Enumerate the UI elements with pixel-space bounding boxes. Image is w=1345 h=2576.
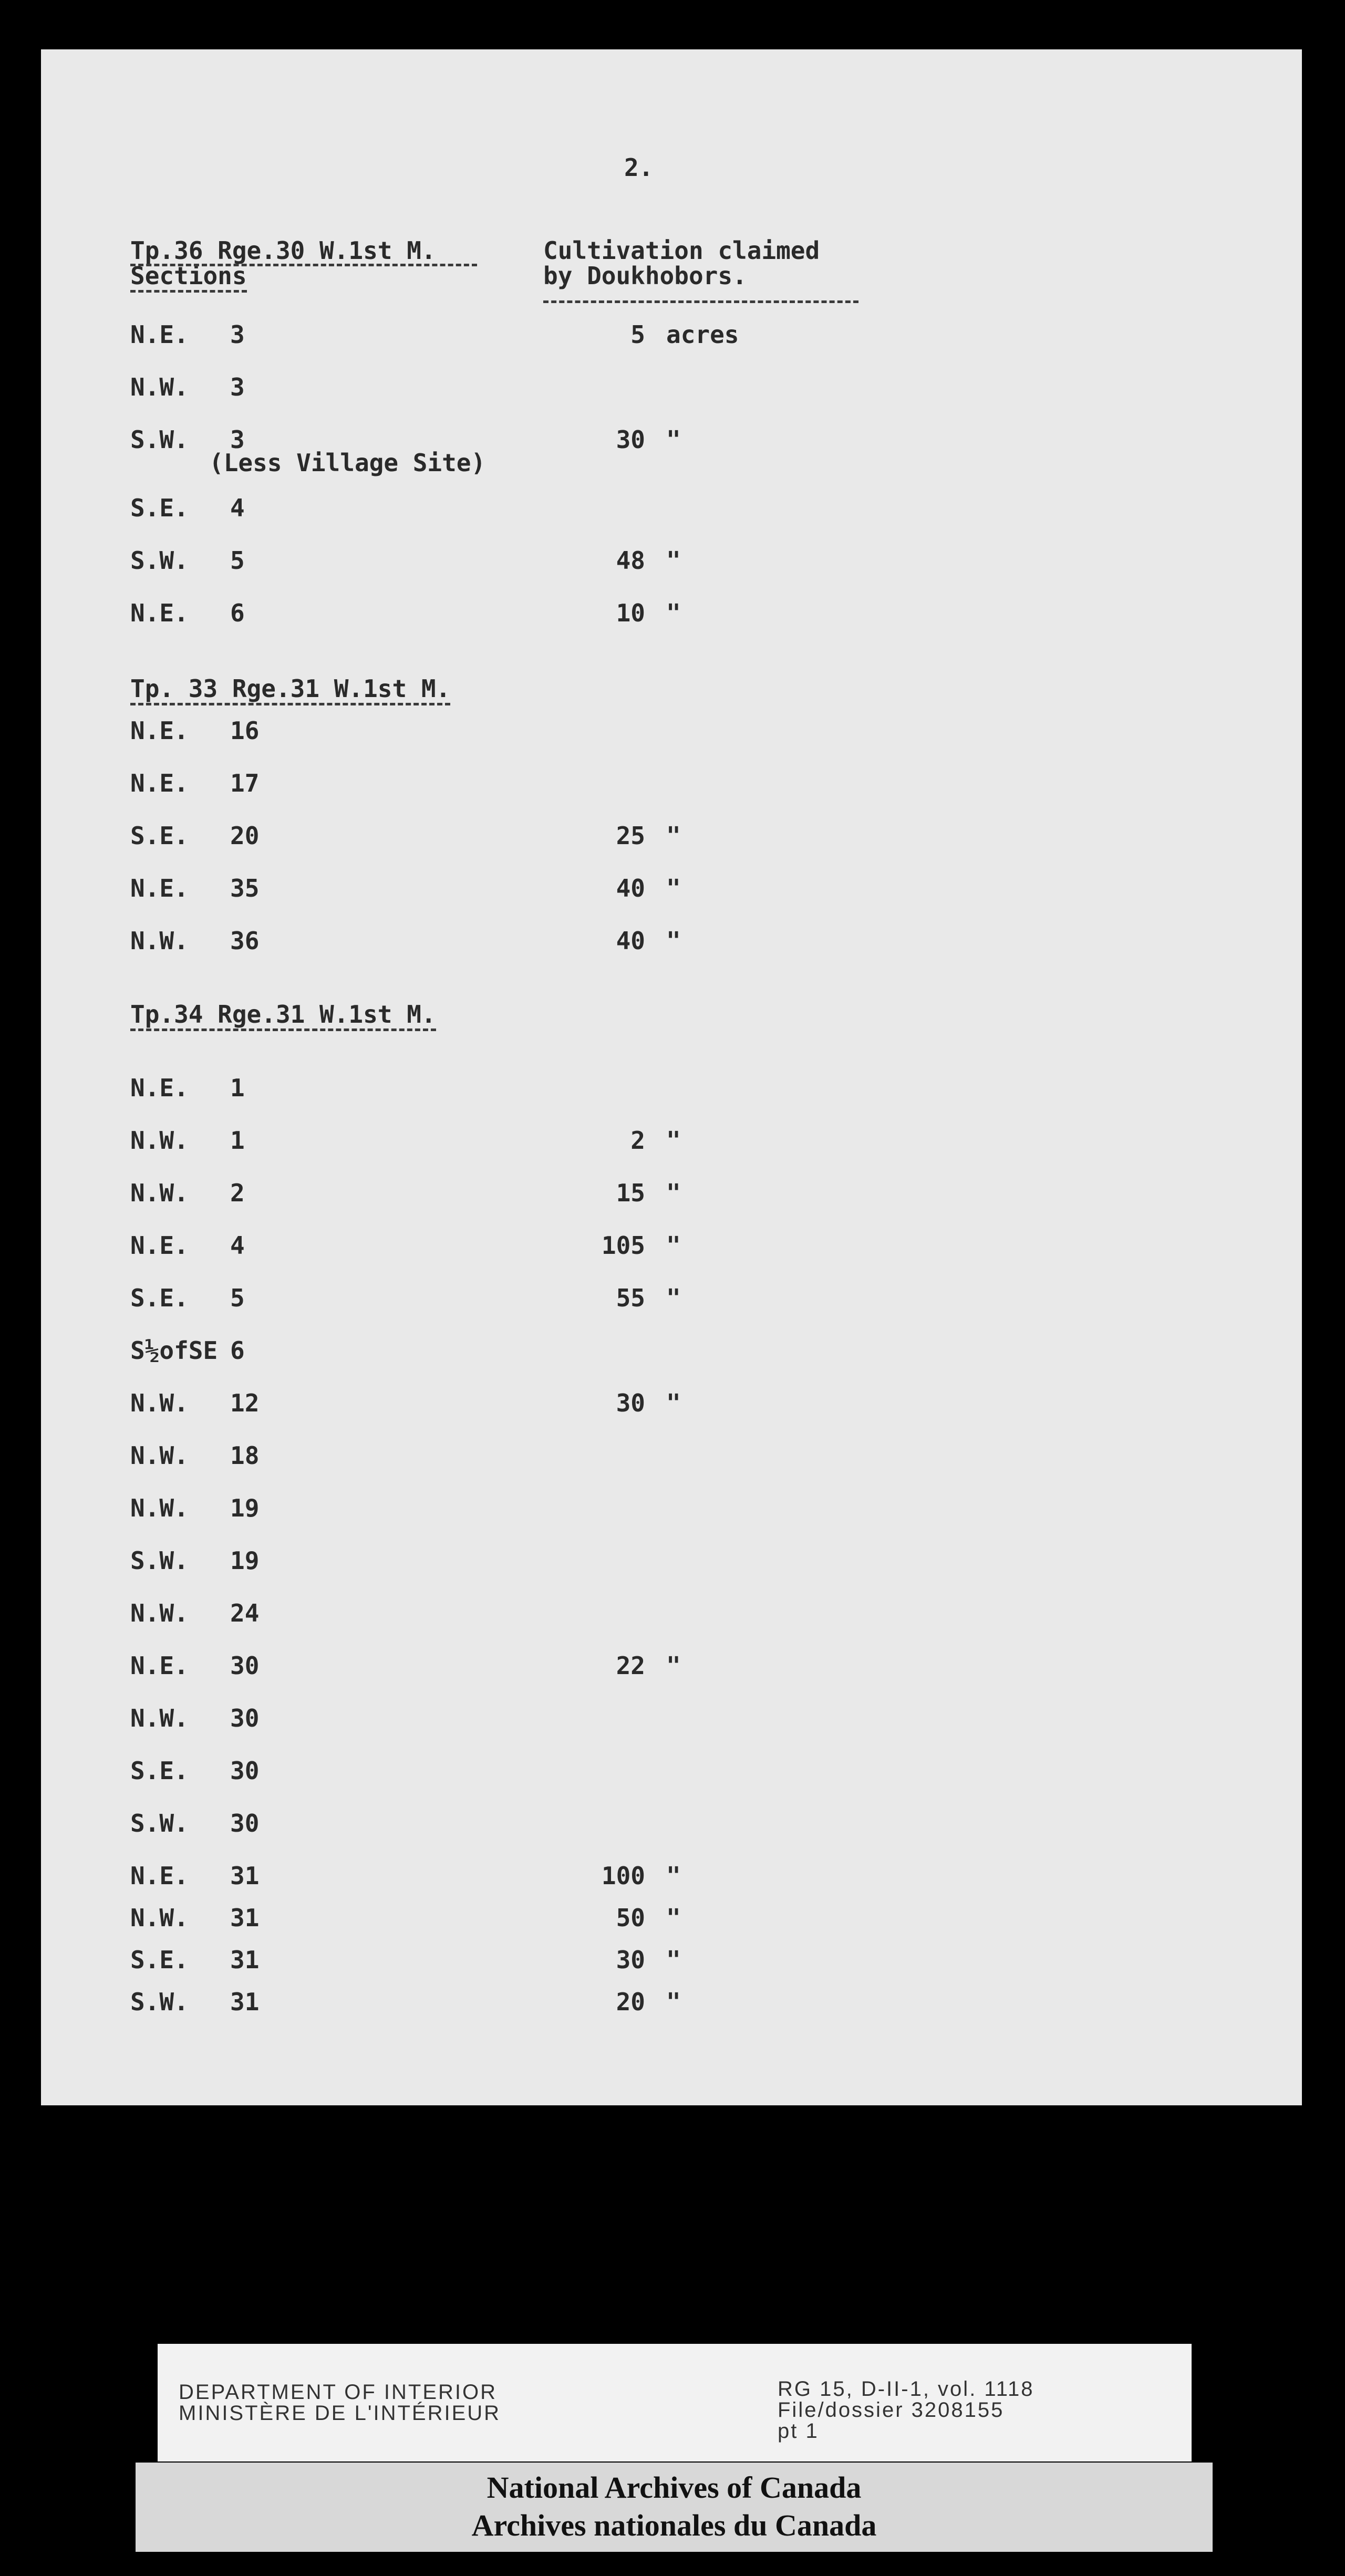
- archives-en: National Archives of Canada: [487, 2470, 862, 2505]
- row-unit: ": [666, 1389, 681, 1417]
- cultivation-header-2: by Doukhobors.: [543, 262, 747, 290]
- row-num: 1: [230, 1074, 245, 1102]
- row-sect: N.E.: [130, 1231, 189, 1260]
- row-sect: N.W.: [130, 1704, 189, 1732]
- row-sect: S.W.: [130, 546, 189, 575]
- row-num: 3: [230, 373, 245, 401]
- row-sect: N.W.: [130, 1389, 189, 1417]
- row-val: 48: [616, 546, 645, 575]
- row-num: 19: [230, 1494, 260, 1522]
- row-unit: ": [666, 1651, 681, 1680]
- row-sect: N.W.: [130, 1599, 189, 1627]
- row-val: 105: [601, 1231, 645, 1260]
- row-num: 30: [230, 1651, 260, 1680]
- row-sect: N.E.: [130, 599, 189, 627]
- row-num: 24: [230, 1599, 260, 1627]
- row-sect: N.W.: [130, 1494, 189, 1522]
- row-val: 30: [616, 1946, 645, 1974]
- row-unit: ": [666, 1231, 681, 1260]
- township-underline: [130, 237, 477, 266]
- village-site-note: (Less Village Site): [209, 449, 486, 477]
- row-num: 19: [230, 1546, 260, 1575]
- archives-label: [136, 2463, 1213, 2552]
- row-num: 30: [230, 1809, 260, 1837]
- row-num: 2: [230, 1179, 245, 1207]
- row-sect: S.E.: [130, 1757, 189, 1785]
- row-val: 2: [630, 1126, 645, 1155]
- row-num: 30: [230, 1757, 260, 1785]
- row-sect: N.E.: [130, 1862, 189, 1890]
- row-sect: S½ofSE: [130, 1336, 218, 1365]
- row-num: 5: [230, 546, 245, 575]
- ref-line2: File/dossier 3208155: [778, 2398, 1005, 2422]
- row-num: 36: [230, 927, 260, 955]
- dept-en: DEPARTMENT OF INTERIOR: [179, 2381, 498, 2404]
- row-sect: N.E.: [130, 320, 189, 349]
- row-sect: S.E.: [130, 1946, 189, 1974]
- cultivation-header: Cultivation claimed: [543, 236, 820, 265]
- row-num: 31: [230, 1988, 260, 2016]
- township-header: Tp.36 Rge.30 W.1st M.: [130, 236, 436, 265]
- dept-fr: MINISTÈRE DE L'INTÉRIEUR: [179, 2402, 501, 2425]
- row-unit: ": [666, 1988, 681, 2016]
- row-num: 30: [230, 1704, 260, 1732]
- row-sect: S.W.: [130, 1988, 189, 2016]
- row-num: 31: [230, 1946, 260, 1974]
- row-unit: ": [666, 1284, 681, 1312]
- row-sect: S.E.: [130, 1284, 189, 1312]
- row-unit: ": [666, 822, 681, 850]
- row-val: 30: [616, 425, 645, 454]
- row-val: 5: [630, 320, 645, 349]
- row-sect: N.W.: [130, 1441, 189, 1470]
- row-val: 22: [616, 1651, 645, 1680]
- ref-line1: RG 15, D-II-1, vol. 1118: [778, 2377, 1034, 2401]
- sections-header: Sections: [130, 263, 247, 293]
- row-num: 12: [230, 1389, 260, 1417]
- row-unit: ": [666, 546, 681, 575]
- row-val: 100: [601, 1862, 645, 1890]
- archives-fr: Archives nationales du Canada: [471, 2508, 877, 2542]
- row-val: 40: [616, 927, 645, 955]
- row-unit: ": [666, 874, 681, 902]
- archive-reference-label: [158, 2344, 1192, 2461]
- row-sect: S.W.: [130, 425, 189, 454]
- row-unit: acres: [666, 320, 739, 349]
- row-val: 55: [616, 1284, 645, 1312]
- row-val: 30: [616, 1389, 645, 1417]
- row-sect: N.E.: [130, 716, 189, 745]
- row-sect: S.W.: [130, 1809, 189, 1837]
- row-sect: N.E.: [130, 1651, 189, 1680]
- row-num: 3: [230, 425, 245, 454]
- row-unit: ": [666, 1904, 681, 1932]
- row-num: 35: [230, 874, 260, 902]
- row-num: 1: [230, 1126, 245, 1155]
- row-unit: ": [666, 1862, 681, 1890]
- row-sect: N.E.: [130, 1074, 189, 1102]
- row-sect: S.E.: [130, 822, 189, 850]
- row-sect: N.W.: [130, 1179, 189, 1207]
- page-number: 2.: [624, 153, 654, 182]
- row-sect: S.E.: [130, 494, 189, 522]
- row-sect: S.W.: [130, 1546, 189, 1575]
- row-sect: N.E.: [130, 769, 189, 797]
- row-unit: ": [666, 927, 681, 955]
- row-unit: ": [666, 599, 681, 627]
- row-num: 20: [230, 822, 260, 850]
- row-unit: ": [666, 1946, 681, 1974]
- row-num: 31: [230, 1904, 260, 1932]
- row-unit: ": [666, 425, 681, 454]
- row-unit: ": [666, 1126, 681, 1155]
- row-num: 4: [230, 1231, 245, 1260]
- block3-title: Tp.34 Rge.31 W.1st M.: [130, 1001, 436, 1031]
- row-val: 20: [616, 1988, 645, 2016]
- row-num: 31: [230, 1862, 260, 1890]
- row-sect: N.W.: [130, 1904, 189, 1932]
- row-num: 17: [230, 769, 260, 797]
- row-num: 18: [230, 1441, 260, 1470]
- row-sect: N.W.: [130, 373, 189, 401]
- document-page: [41, 49, 1302, 2105]
- block2-title: Tp. 33 Rge.31 W.1st M.: [130, 676, 450, 705]
- ref-line3: pt 1: [778, 2419, 819, 2443]
- row-sect: N.W.: [130, 1126, 189, 1155]
- row-val: 10: [616, 599, 645, 627]
- row-num: 16: [230, 716, 260, 745]
- row-val: 40: [616, 874, 645, 902]
- row-sect: N.W.: [130, 927, 189, 955]
- header-underline: [543, 300, 858, 303]
- row-num: 6: [230, 599, 245, 627]
- row-num: 6: [230, 1336, 245, 1365]
- row-val: 50: [616, 1904, 645, 1932]
- row-unit: ": [666, 1179, 681, 1207]
- row-val: 15: [616, 1179, 645, 1207]
- row-val: 25: [616, 822, 645, 850]
- row-num: 3: [230, 320, 245, 349]
- row-num: 5: [230, 1284, 245, 1312]
- row-num: 4: [230, 494, 245, 522]
- row-sect: N.E.: [130, 874, 189, 902]
